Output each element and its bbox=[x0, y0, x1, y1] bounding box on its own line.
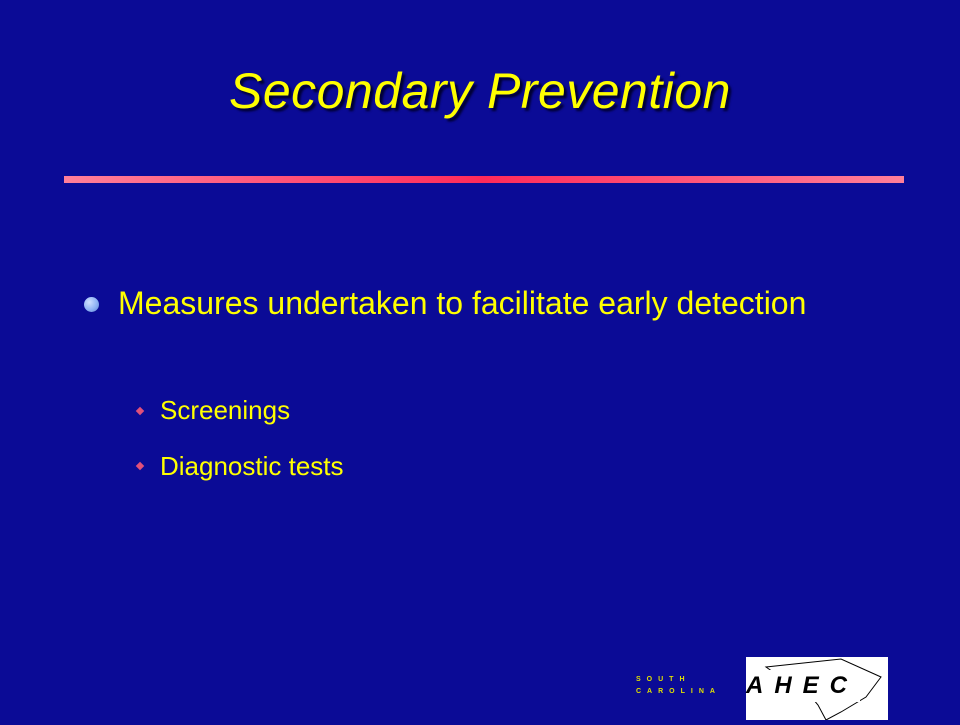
slide-title: Secondary Prevention bbox=[229, 63, 731, 119]
bullet-text: Measures undertaken to facilitate early detection bbox=[118, 285, 807, 321]
sub-bullet-diagnostic-tests: Diagnostic tests bbox=[160, 451, 344, 481]
sub-bullet-screenings: Screenings bbox=[160, 395, 291, 425]
bullet-dot-icon bbox=[84, 297, 99, 312]
logo-line2: CAROLINA bbox=[636, 688, 721, 695]
logo-line1: SOUTH bbox=[636, 676, 691, 683]
logo-acronym: AHEC bbox=[746, 670, 860, 702]
diamond-bullet-icon bbox=[136, 462, 144, 470]
logo-state-text bbox=[636, 674, 721, 698]
diamond-bullet-icon bbox=[136, 407, 144, 415]
title-divider bbox=[64, 176, 904, 183]
